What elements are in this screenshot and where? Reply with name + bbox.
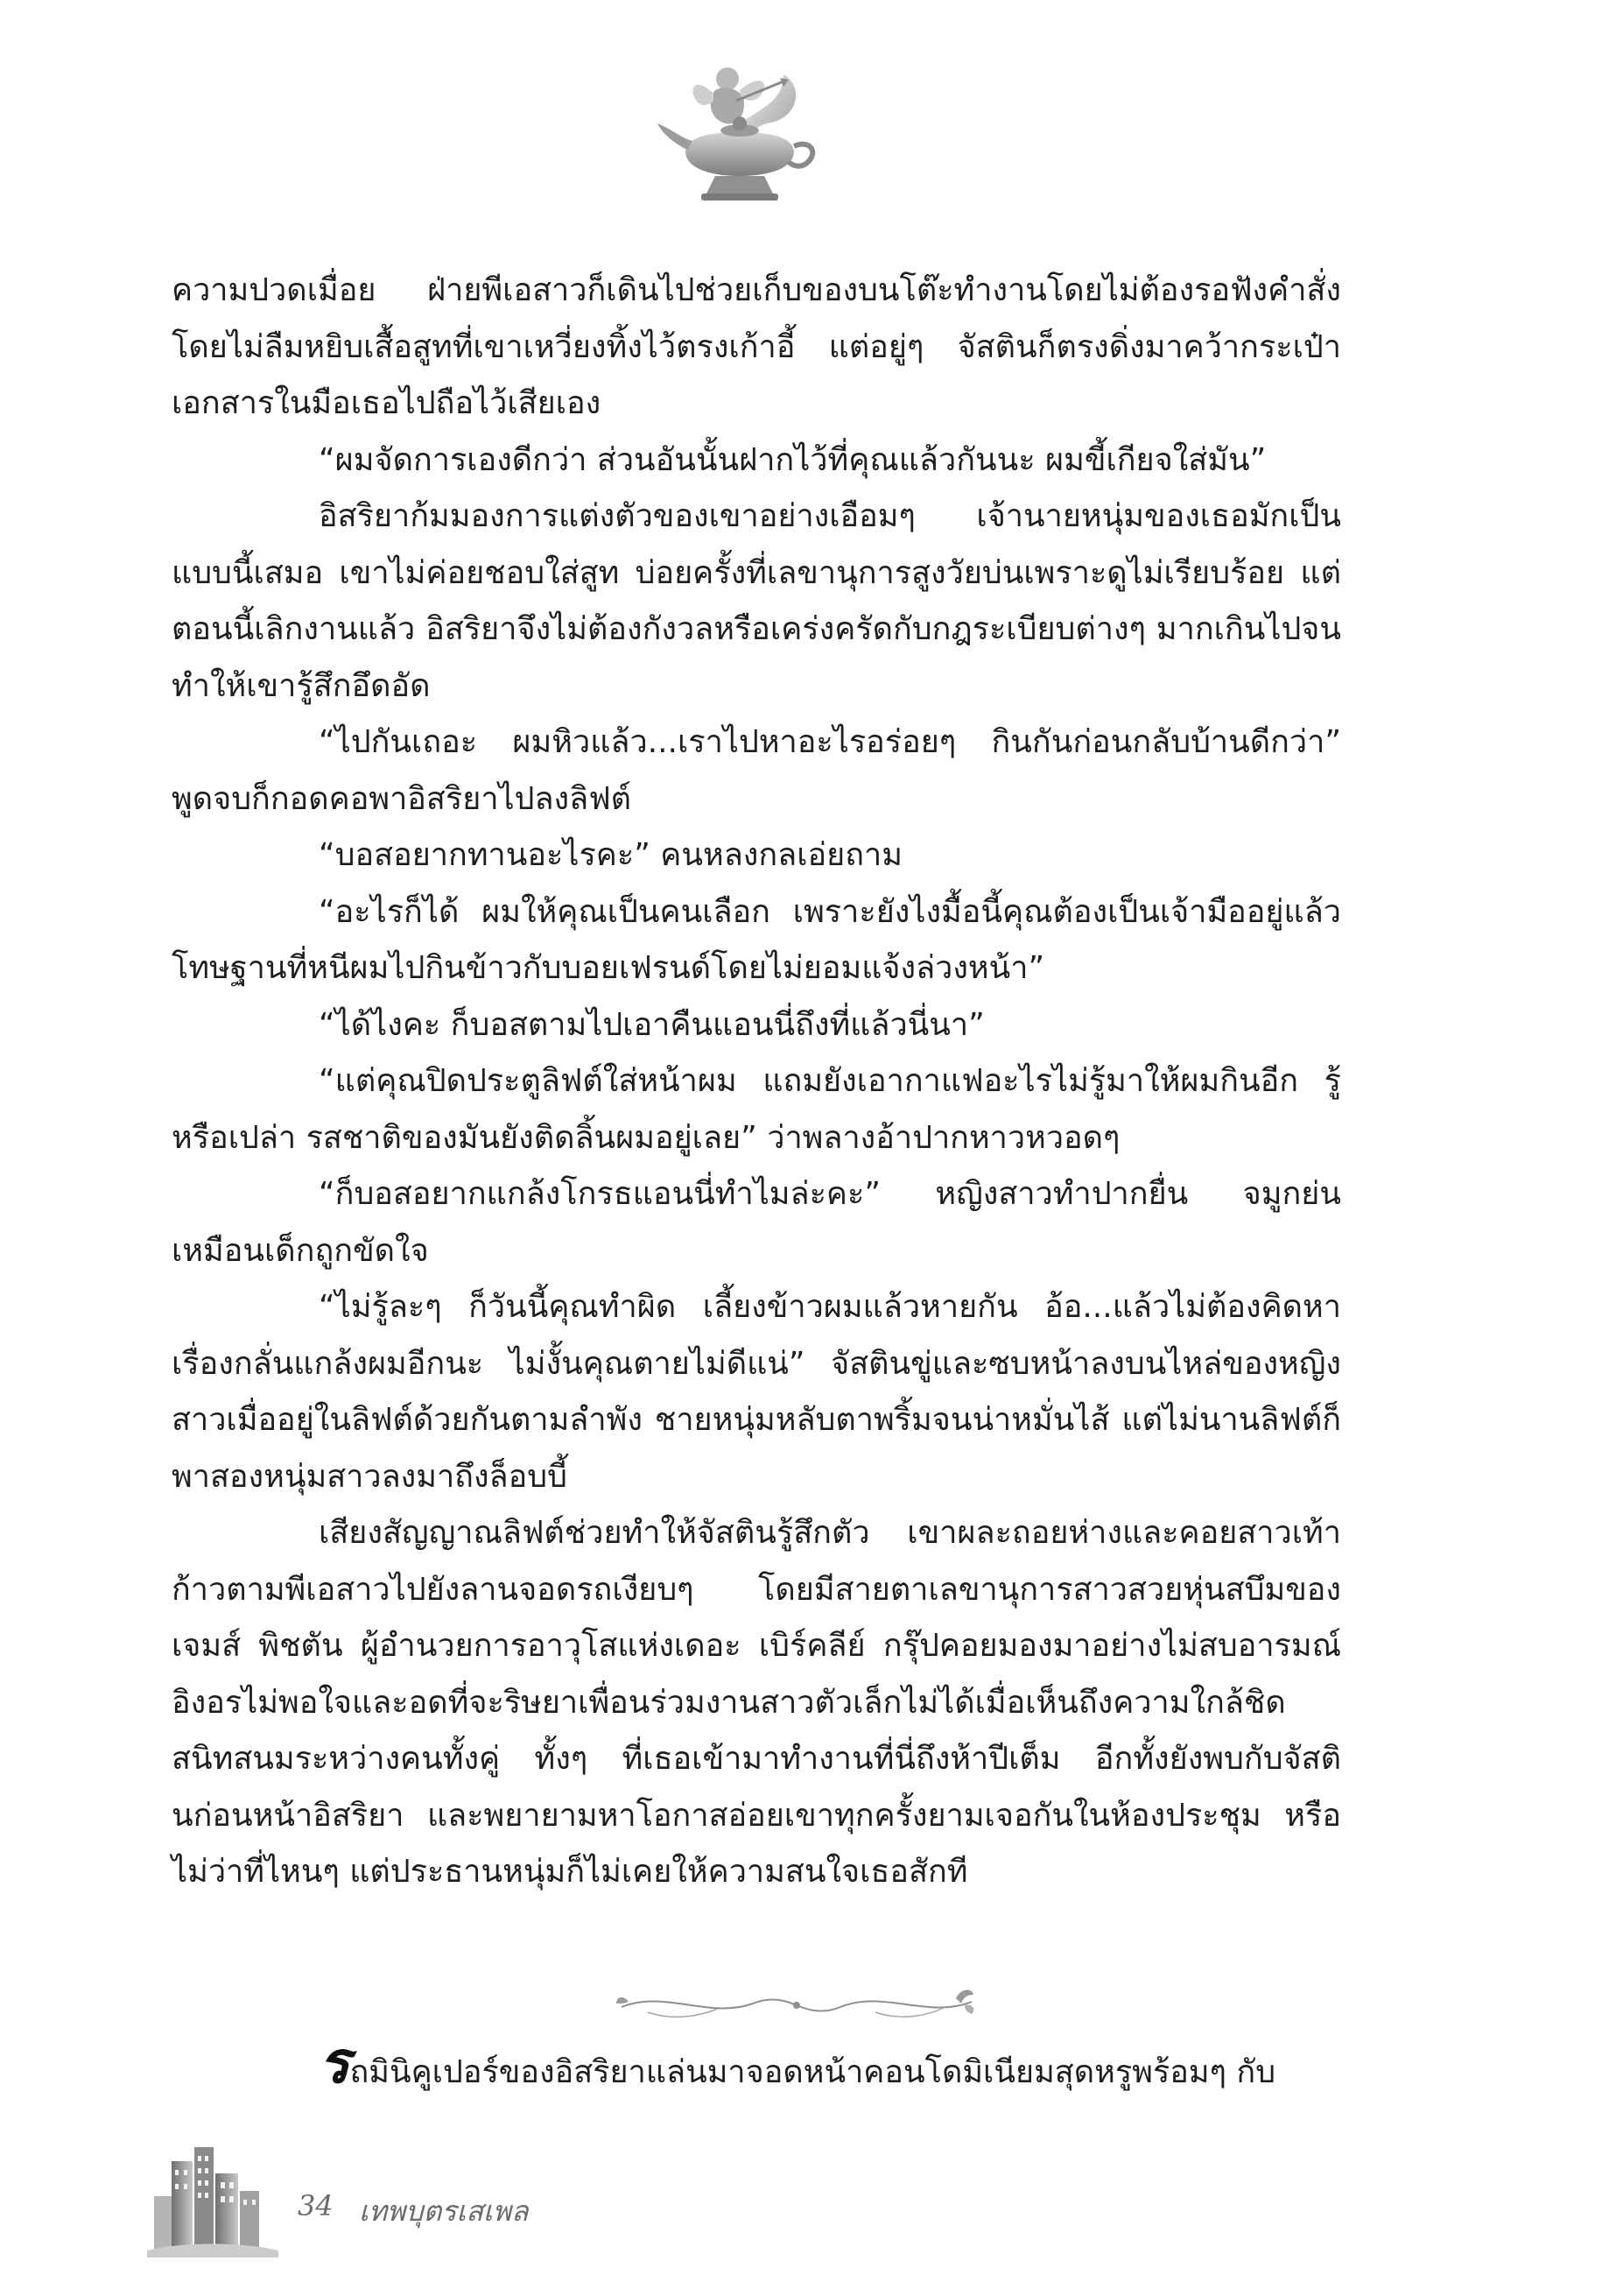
cupid-genie-lamp-ornament-icon (652, 39, 827, 215)
paragraph: อิสริยาก้มมองการแต่งตัวของเขาอย่างเอือมๆ เจ้านายหนุ่มของเธอมักเป็นแบบนี้เสมอ เขาไม่ค่อยชอบใส่สูท บ่อยครั้งที่เลขานุการสูงวัยบ่นเพราะดูไม่เรียบร้อย แต่ตอนนี้เลิกงานแล้ว อิสริยาจึงไม่ต้องกังวลหรือเคร่งครัดกับกฎระเบียบต่างๆ มากเกินไปจนทำให้เขารู้สึกอึดอัด (172, 498, 1341, 704)
paragraph: “บอสอยากทานอะไรคะ” คนหลงกลเอ่ยถาม (319, 837, 903, 873)
paragraph: “ก็บอสอยากแกล้งโกรธแอนนี่ทำไมล่ะคะ” หญิงสาวทำปากยื่น จมูกย่นเหมือนเด็กถูกขัดใจ (172, 1176, 1341, 1269)
book-title: เทพบุตรเสเพล (359, 2194, 529, 2228)
paragraph: “ไม่รู้ละๆ ก็วันนี้คุณทำผิด เลี้ยงข้าวผมแล้วหายกัน อ้อ...แล้วไม่ต้องคิดหาเรื่องกลั่นแกล้งผมอีกนะ ไม่งั้นคุณตายไม่ดีแน่” จัสตินขู่และซบหน้าลงบนไหล่ของหญิงสาวเมื่ออยู่ในลิฟต์ด้วยกันตามลำพัง ชายหนุ่มหลับตาพริ้มจนน่าหมั่นไส้ แต่ไม่นานลิฟต์ก็พาสองหนุ่มสาวลงมาถึงล็อบบี้ (172, 1289, 1341, 1495)
floral-divider-ornament (613, 1981, 980, 2028)
paragraph-text: ถมินิคูเปอร์ของอิสริยาแล่นมาจอดหน้าคอนโดมิเนียมสุดหรูพร้อมๆ กับ (349, 2054, 1276, 2090)
page-number: 34 (298, 2189, 334, 2222)
drop-cap: ร (319, 2028, 350, 2096)
paragraph: ความปวดเมื่อย ฝ่ายพีเอสาวก็เดินไปช่วยเก็บของบนโต๊ะทำงานโดยไม่ต้องรอฟังคำสั่ง โดยไม่ลืมหยิบเสื้อสูทที่เขาเหวี่ยงทิ้งไว้ตรงเก้าอี้ แต่อยู่ๆ จัสตินก็ตรงดิ่งมาคว้ากระเป๋าเอกสารในมือเธอไปถือไว้เสียเอง (172, 272, 1341, 421)
paragraph: “ผมจัดการเองดีกว่า ส่วนอันนั้นฝากไว้ที่คุณแล้วกันนะ ผมขี้เกียจใส่มัน” (319, 441, 1267, 478)
paragraph: “ได้ไงคะ ก็บอสตามไปเอาคืนแอนนี่ถึงที่แล้วนี่นา” (319, 1006, 985, 1043)
chapter-section-paragraph (172, 2028, 1341, 2102)
paragraph: เสียงสัญญาณลิฟต์ช่วยทำให้จัสตินรู้สึกตัว เขาผละถอยห่างและคอยสาวเท้าก้าวตามพีเอสาวไปยังลานจอดรถเงียบๆ โดยมีสายตาเลขานุการสาวสวยหุ่นสบึมของเจมส์ พิชตัน ผู้อำนวยการอาวุโสแห่งเดอะ เบิร์คลีย์ กรุ๊ปคอยมองมาอย่างไม่สบอารมณ์ อิงอรไม่พอใจและอดที่จะริษยาเพื่อนร่วมงานสาวตัวเล็กไม่ได้เมื่อเห็นถึงความใกล้ชิดสนิทสนมระหว่างคนทั้งคู่ ทั้งๆ ที่เธอเข้ามาทำงานที่นี่ถึงห้าปีเต็ม อีกทั้งยังพบกับจัสตินก่อนหน้าอิสริยา และพยายามหาโอกาสอ่อยเขาทุกครั้งยามเจอกันในห้องประชุม หรือไม่ว่าที่ไหนๆ แต่ประธานหนุ่มก็ไม่เคยให้ความสนใจเธอสักที (172, 1515, 1341, 1890)
paragraph: “ไปกันเถอะ ผมหิวแล้ว...เราไปหาอะไรอร่อยๆ กินกันก่อนกลับบ้านดีกว่า” พูดจบก็กอดคอพาอิสริยาไปลงลิฟต์ (172, 724, 1341, 817)
paragraph: “แต่คุณปิดประตูลิฟต์ใส่หน้าผม แถมยังเอากาแฟอะไรไม่รู้มาให้ผมกินอีก รู้หรือเปล่า รสชาติของมันยังติดลิ้นผมอยู่เลย” ว่าพลางอ้าปากหาวหวอดๆ (172, 1063, 1341, 1156)
paragraph: “อะไรก็ได้ ผมให้คุณเป็นคนเลือก เพราะยังไงมื้อนี้คุณต้องเป็นเจ้ามืออยู่แล้ว โทษฐานที่หนีผมไปกินข้าวกับบอยเฟรนด์โดยไม่ยอมแจ้งล่วงหน้า” (172, 893, 1341, 986)
story-body (172, 263, 1341, 1901)
city-buildings-icon (147, 2144, 278, 2257)
